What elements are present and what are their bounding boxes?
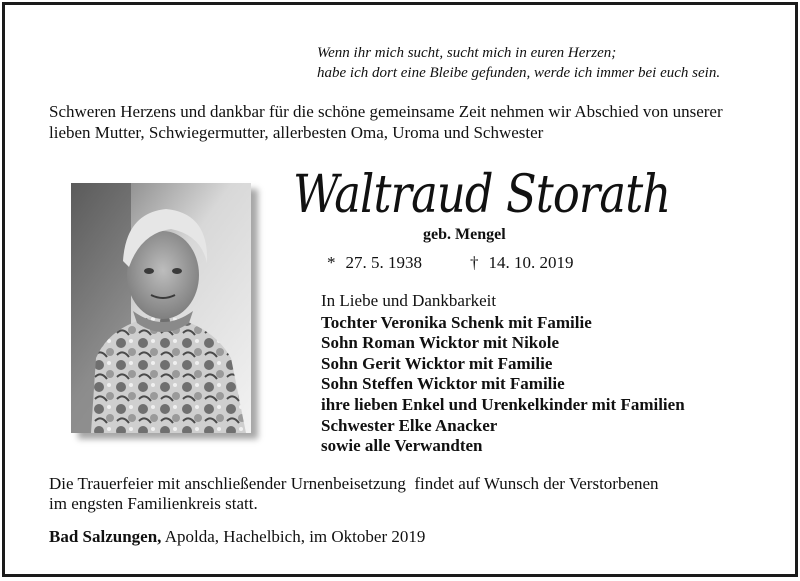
mourner-item: Sohn Gerit Wicktor mit Familie (321, 353, 553, 373)
mourners-block (321, 291, 685, 457)
mourner-item: ihre lieben Enkel und Urenkelkinder mit Familien (321, 394, 685, 414)
place-rest: Apolda, Hachelbich, im Oktober 2019 (164, 527, 426, 546)
funeral-line-1: Die Trauerfeier mit anschließender Urnenbeisetzung findet auf Wunsch der Verstorbenen (49, 474, 659, 493)
poem-line-1: Wenn ihr mich sucht, sucht mich in euren Herzen; (317, 45, 617, 61)
mourners-lead: In Liebe und Dankbarkeit (321, 291, 497, 310)
mourner-item: Tochter Veronika Schenk mit Familie (321, 312, 592, 332)
birth-date-line (327, 253, 422, 273)
funeral-info (49, 474, 659, 514)
obituary-notice (2, 2, 798, 577)
portrait-photo (71, 183, 251, 433)
deceased-name: Waltraud Storath (293, 165, 671, 225)
death-date-line (470, 253, 574, 273)
place-and-date (49, 527, 425, 547)
funeral-line-2: im engsten Familienkreis statt. (49, 494, 258, 513)
maiden-name: geb. Mengel (423, 226, 506, 243)
intro-text (49, 101, 723, 143)
intro-line-1: Schweren Herzens und dankbar für die schöne gemeinsame Zeit nehmen wir Abschied von unserer (49, 102, 723, 121)
birth-star-icon: * (327, 253, 336, 272)
mourner-item: Sohn Steffen Wicktor mit Familie (321, 374, 565, 394)
poem-line-2: habe ich dort eine Bleibe gefunden, werde ich immer bei euch sein. (317, 65, 721, 81)
intro-line-2: lieben Mutter, Schwiegermutter, allerbesten Oma, Uroma und Schwester (49, 123, 544, 142)
death-date: 14. 10. 2019 (488, 253, 574, 272)
mourner-item: Schwester Elke Anacker (321, 415, 498, 435)
mourner-item: sowie alle Verwandten (321, 436, 483, 456)
place-city: Bad Salzungen, (49, 527, 162, 546)
birth-date: 27. 5. 1938 (345, 253, 422, 272)
death-cross-icon: † (470, 253, 479, 272)
poem-quote (317, 43, 720, 83)
mourner-item: Sohn Roman Wicktor mit Nikole (321, 333, 560, 353)
portrait-image (71, 183, 251, 433)
